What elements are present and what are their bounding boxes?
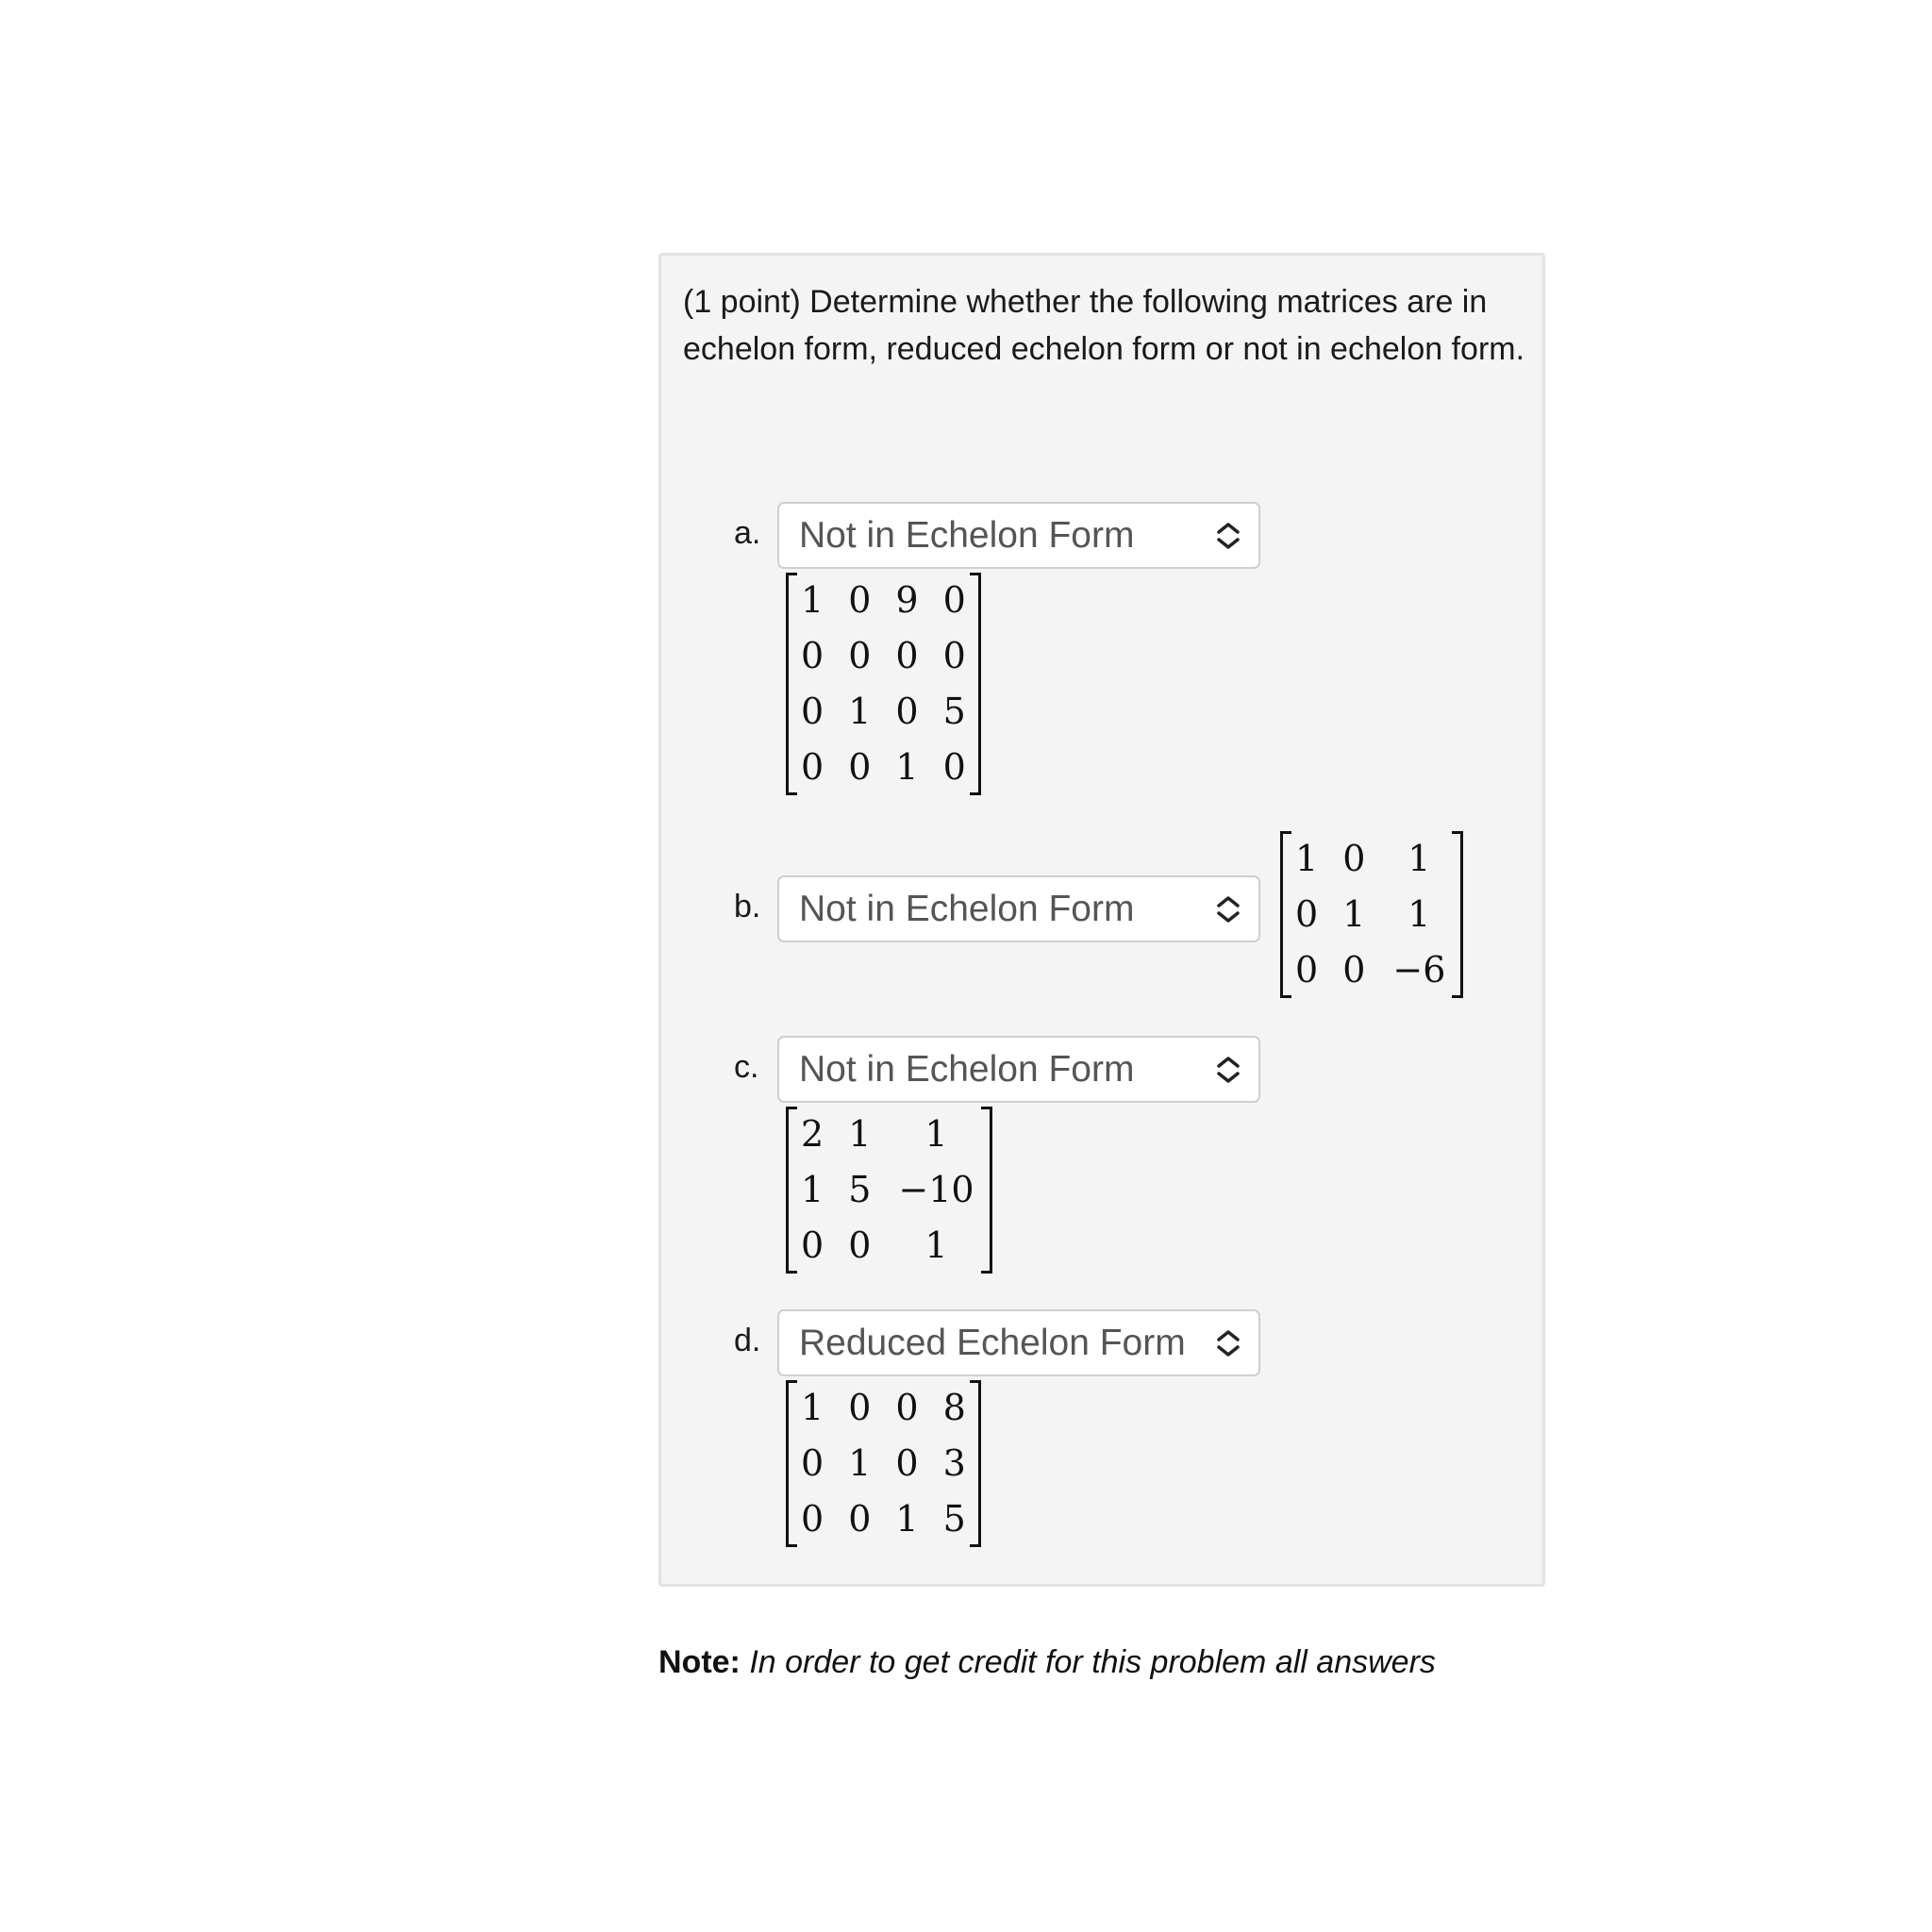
problem-box bbox=[658, 253, 1545, 1587]
matrix-cell: 1 bbox=[1342, 893, 1366, 935]
matrix-bracket-corner bbox=[1280, 831, 1291, 834]
matrix-row bbox=[788, 628, 980, 684]
part-b-label: b. bbox=[734, 889, 761, 924]
matrix-row bbox=[788, 1162, 991, 1218]
matrix-cell: 0 bbox=[801, 1224, 824, 1266]
matrix-bracket-corner bbox=[1280, 995, 1291, 998]
matrix-table bbox=[786, 1107, 992, 1274]
problem-prompt: (1 point) Determine whether the following matrices are in echelon form, reduced echelon form or not in echelon form. bbox=[683, 284, 1525, 367]
matrix-cell: 1 bbox=[848, 691, 872, 732]
matrix-row bbox=[788, 1491, 980, 1547]
part-a-label: a. bbox=[734, 515, 761, 551]
matrix-bracket-corner bbox=[981, 1107, 992, 1109]
part-c-select-value: Not in Echelon Form bbox=[799, 1049, 1135, 1090]
matrix-cell: 0 bbox=[848, 635, 872, 676]
matrix-row bbox=[788, 1436, 980, 1491]
matrix-cell: 1 bbox=[801, 1387, 824, 1428]
matrix-cell: −6 bbox=[1392, 949, 1446, 991]
matrix-table bbox=[1280, 831, 1463, 998]
matrix-bracket-corner bbox=[786, 1380, 797, 1383]
matrix-row bbox=[788, 1380, 980, 1436]
matrix-row bbox=[788, 1218, 991, 1274]
matrix-row bbox=[788, 573, 980, 628]
matrix-cell: 0 bbox=[895, 1442, 919, 1484]
chevron-up-down-icon bbox=[1215, 522, 1241, 550]
part-c-select[interactable] bbox=[777, 1036, 1260, 1103]
matrix-cell: 3 bbox=[942, 1442, 966, 1484]
matrix-bracket-corner bbox=[970, 792, 981, 795]
matrix-cell: 1 bbox=[1407, 893, 1431, 935]
matrix-bracket-corner bbox=[786, 792, 797, 795]
matrix-bracket-corner bbox=[970, 1544, 981, 1547]
matrix-bracket-corner bbox=[970, 573, 981, 575]
matrix-cell: 0 bbox=[1342, 949, 1366, 991]
part-b-select-value: Not in Echelon Form bbox=[799, 889, 1135, 929]
matrix-bracket-corner bbox=[786, 573, 797, 575]
matrix-cell: 0 bbox=[942, 635, 966, 676]
matrix-cell: 0 bbox=[801, 1498, 824, 1540]
note bbox=[658, 1643, 1436, 1681]
matrix-cell: 0 bbox=[895, 635, 919, 676]
matrix-cell: 9 bbox=[895, 579, 919, 621]
matrix-cell: 1 bbox=[848, 1113, 872, 1155]
chevron-up-down-icon bbox=[1215, 1056, 1241, 1084]
matrix-cell: 5 bbox=[942, 691, 966, 732]
matrix-cell: 0 bbox=[942, 579, 966, 621]
matrix-cell: 0 bbox=[1342, 838, 1366, 879]
matrix-cell: 0 bbox=[801, 1442, 824, 1484]
matrix-bracket-corner bbox=[970, 1380, 981, 1383]
part-c-label: c. bbox=[734, 1049, 759, 1085]
matrix-cell: 2 bbox=[801, 1113, 824, 1155]
part-d-label: d. bbox=[734, 1323, 761, 1358]
part-d-select[interactable] bbox=[777, 1309, 1260, 1376]
matrix-cell: −10 bbox=[898, 1169, 974, 1210]
part-c-matrix bbox=[786, 1107, 992, 1274]
matrix-cell: 0 bbox=[942, 746, 966, 788]
matrix-cell: 5 bbox=[848, 1169, 872, 1210]
matrix-table bbox=[786, 1380, 981, 1547]
matrix-cell: 1 bbox=[801, 579, 824, 621]
matrix-cell: 5 bbox=[942, 1498, 966, 1540]
matrix-bracket-corner bbox=[1452, 831, 1463, 834]
matrix-row bbox=[1282, 887, 1462, 942]
matrix-cell: 0 bbox=[848, 1387, 872, 1428]
part-b-select[interactable] bbox=[777, 875, 1260, 942]
matrix-bracket-corner bbox=[786, 1107, 797, 1109]
chevron-up-down-icon bbox=[1215, 895, 1241, 924]
matrix-table bbox=[786, 573, 981, 795]
matrix-cell: 1 bbox=[895, 1498, 919, 1540]
matrix-cell: 0 bbox=[801, 635, 824, 676]
matrix-cell: 1 bbox=[895, 746, 919, 788]
part-a-select-value: Not in Echelon Form bbox=[799, 515, 1135, 556]
matrix-cell: 1 bbox=[924, 1224, 948, 1266]
matrix-cell: 0 bbox=[801, 746, 824, 788]
matrix-row bbox=[788, 1107, 991, 1162]
part-d-matrix bbox=[786, 1380, 981, 1547]
matrix-row bbox=[788, 740, 980, 795]
matrix-cell: 1 bbox=[1295, 838, 1319, 879]
part-d-select-value: Reduced Echelon Form bbox=[799, 1323, 1186, 1363]
matrix-cell: 0 bbox=[895, 1387, 919, 1428]
matrix-row bbox=[1282, 942, 1462, 998]
matrix-cell: 0 bbox=[848, 746, 872, 788]
matrix-cell: 0 bbox=[801, 691, 824, 732]
matrix-bracket-corner bbox=[1452, 995, 1463, 998]
matrix-cell: 0 bbox=[895, 691, 919, 732]
note-text: In order to get credit for this problem all answers bbox=[749, 1644, 1436, 1680]
matrix-cell: 0 bbox=[848, 1224, 872, 1266]
matrix-bracket-corner bbox=[786, 1271, 797, 1274]
matrix-cell: 0 bbox=[1295, 949, 1319, 991]
matrix-cell: 1 bbox=[1407, 838, 1431, 879]
note-label: Note: bbox=[658, 1644, 741, 1680]
matrix-bracket-corner bbox=[786, 1544, 797, 1547]
part-b-matrix bbox=[1280, 831, 1463, 998]
matrix-cell: 1 bbox=[801, 1169, 824, 1210]
matrix-cell: 8 bbox=[942, 1387, 966, 1428]
matrix-cell: 1 bbox=[848, 1442, 872, 1484]
matrix-bracket-corner bbox=[981, 1271, 992, 1274]
matrix-cell: 0 bbox=[848, 1498, 872, 1540]
matrix-row bbox=[788, 684, 980, 740]
matrix-cell: 1 bbox=[924, 1113, 948, 1155]
part-a-matrix bbox=[786, 573, 981, 795]
chevron-up-down-icon bbox=[1215, 1329, 1241, 1357]
matrix-row bbox=[1282, 831, 1462, 887]
matrix-cell: 0 bbox=[1295, 893, 1319, 935]
matrix-cell: 0 bbox=[848, 579, 872, 621]
part-a-select[interactable] bbox=[777, 502, 1260, 569]
